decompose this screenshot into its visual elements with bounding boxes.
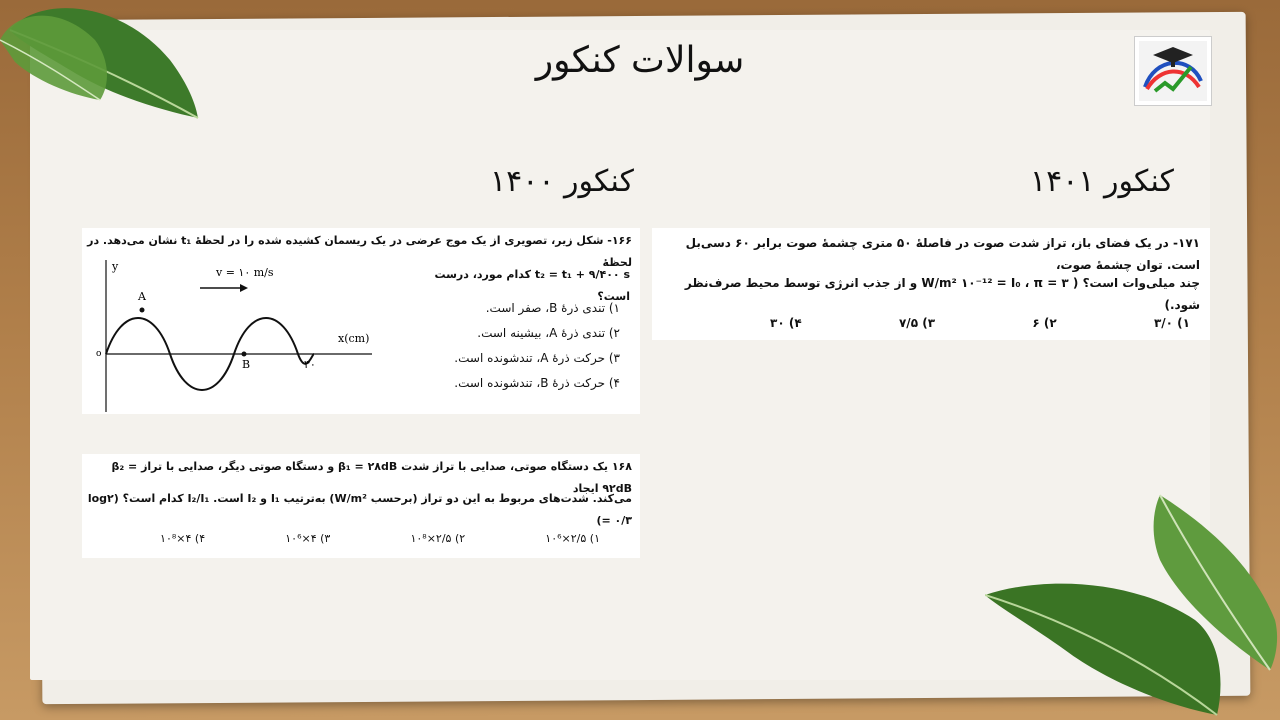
option-1[interactable]: ۱) تندی ذرهٔ B، صفر است. (485, 301, 620, 315)
origin-label: o (96, 349, 102, 359)
option-4[interactable]: ۴) ۴×۱۰⁸ (160, 532, 206, 545)
question-text-line1: شکل زیر، تصویری از یک موج عرضی در یک ریسمان کشیده شده را در لحظهٔ t₁ نشان می‌دهد. در لحظهٔ (87, 234, 632, 269)
option-2[interactable]: ۲) تندی ذرهٔ A، بیشینه است. (477, 326, 620, 340)
heading-konkur-1400: کنکور ۱۴۰۰ (490, 164, 634, 199)
question-number: ۱۶۶- (607, 234, 632, 247)
point-b-label: B (242, 358, 251, 371)
slide-title: سوالات کنکور (535, 40, 745, 81)
point-a-marker (140, 308, 145, 313)
option-1[interactable]: ۱) ۳/۰ (1153, 316, 1190, 330)
option-3[interactable]: ۳) ۴×۱۰⁶ (285, 532, 331, 545)
option-3[interactable]: ۳) ۷/۵ (898, 316, 936, 330)
point-a-label: A (138, 290, 146, 303)
question-text-line1: یک دستگاه صوتی، صدایی با تراز شدت β₁ = ۲۸dB و دستگاه صوتی دیگر، صدایی با تراز β₂ = ۹۲dB ایجاد (111, 460, 632, 495)
velocity-label: v = ۱۰ m/s (216, 266, 274, 279)
option-2[interactable]: ۲) ۲/۵×۱۰⁸ (410, 532, 466, 545)
question-text-line2: t₂ = t₁ + ۹/۴۰۰ s کدام مورد، درست است؟ (434, 268, 630, 303)
question-number: ۱۶۸ (611, 460, 632, 473)
question-card-168 (82, 454, 640, 558)
option-1[interactable]: ۱) ۲/۵×۱۰⁶ (545, 532, 600, 545)
question-text-line1: در یک فضای باز، تراز شدت صوت در فاصلهٔ ۵۰ متری چشمهٔ صوت برابر ۶۰ دسی‌بل است. توان چشمهٔ صوت، (685, 236, 1200, 272)
x-axis-label: x(cm) (338, 332, 370, 345)
wave-graph (92, 256, 382, 414)
question-text-line2: می‌کند. شدت‌های مربوط به این دو تراز (برحسب W/m²) به‌ترتیب I₁ و I₂ است. I₂/I₁ کدام است؟ (log۲ = ۰/۳) (87, 492, 632, 527)
y-axis-label: y (112, 260, 119, 273)
question-text-line2: چند میلی‌وات است؟ ( W/m² ‎۱۰⁻¹²‎ = I₀ ، π = ۳ و از جذب انرژی توسط محیط صرف‌نظر شود.) (684, 276, 1200, 312)
option-4[interactable]: ۴) حرکت ذرهٔ B، تندشونده است. (454, 376, 620, 390)
heading-konkur-1401: کنکور ۱۴۰۱ (1030, 164, 1174, 199)
question-card-171 (652, 228, 1210, 340)
tick-30-label: ۳۰ (304, 358, 316, 371)
option-3[interactable]: ۳) حرکت ذرهٔ A، تندشونده است. (454, 351, 620, 365)
point-b-marker (242, 352, 247, 357)
option-4[interactable]: ۴) ۳۰ (770, 316, 802, 330)
question-card-166 (82, 228, 640, 414)
konkur-logo-icon (1134, 36, 1212, 106)
question-number: ۱۷۱- (1173, 236, 1200, 250)
option-2[interactable]: ۲) ۶ (1032, 316, 1057, 330)
